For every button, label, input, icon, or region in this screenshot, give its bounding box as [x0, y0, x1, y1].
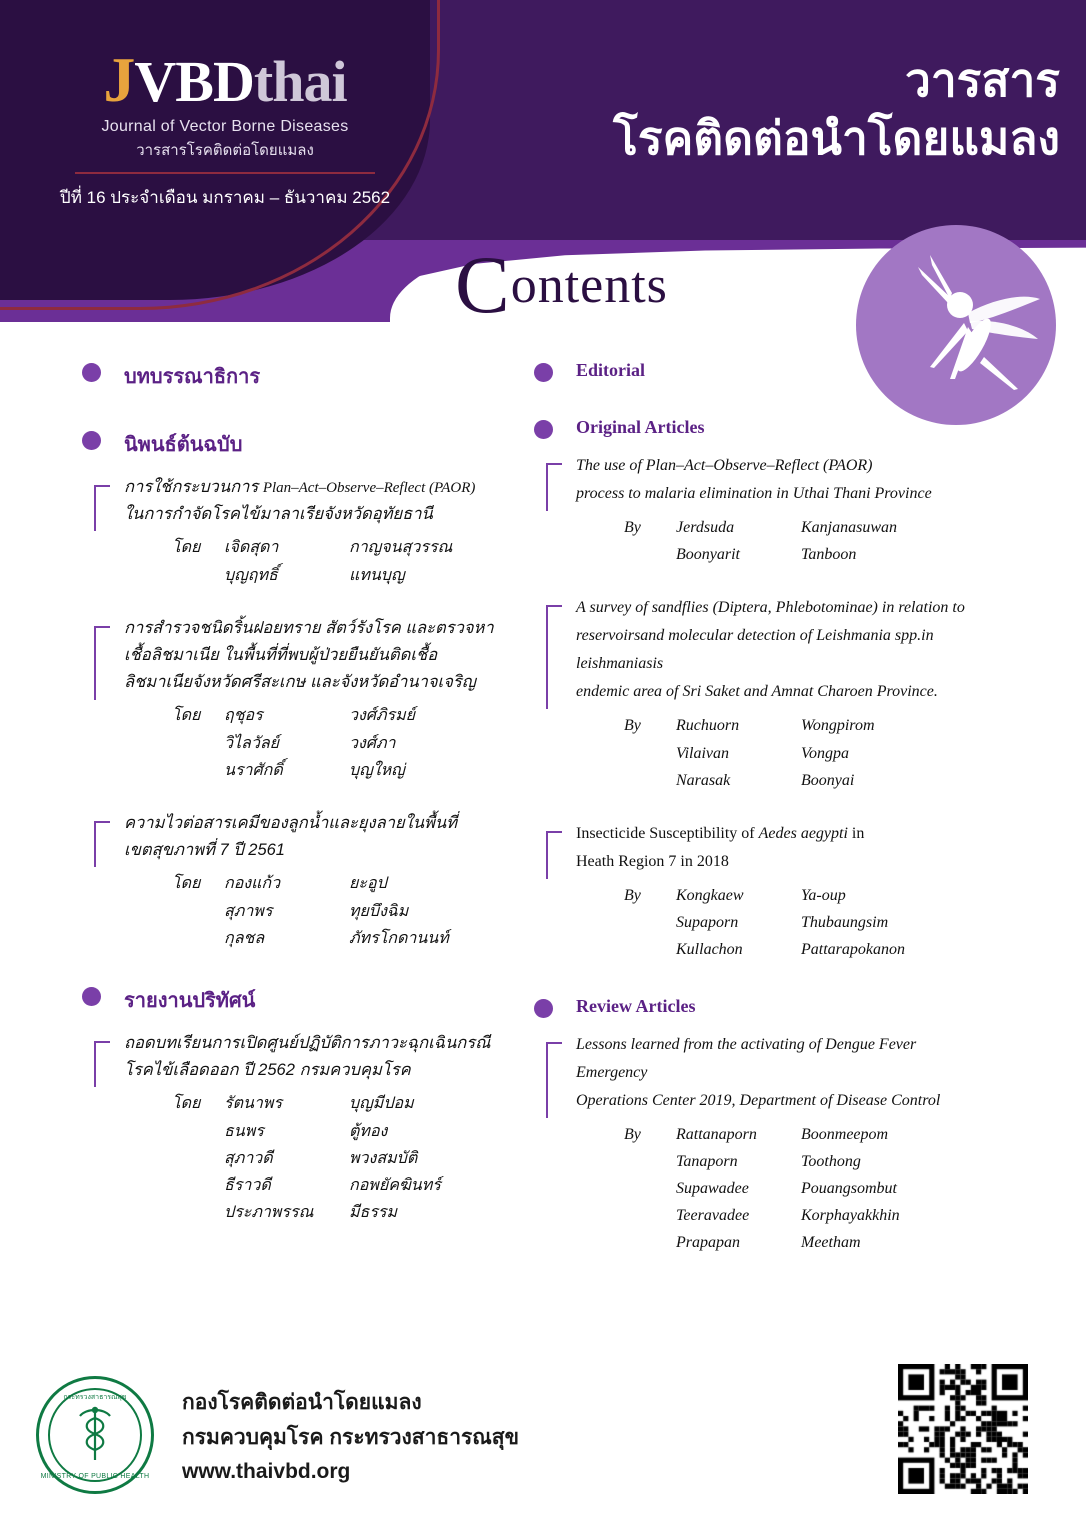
author-first-name: Supawadee — [676, 1179, 749, 1197]
bullet-icon — [534, 363, 553, 382]
author-by-label: โดย — [172, 707, 201, 725]
author-row — [172, 870, 532, 897]
entry-authors — [576, 712, 984, 794]
page-header — [0, 0, 1086, 330]
entry-title-line: ลิชมาเนียจังหวัดศรีสะเกษ และจังหวัดอำนาจเจริญ — [124, 673, 476, 692]
entry-bracket — [94, 626, 96, 700]
author-first-name: Prapapan — [676, 1234, 740, 1252]
author-last-name: วงศ์ภิรมย์ — [349, 707, 416, 725]
entry-title — [124, 810, 532, 864]
ministry-seal-icon — [36, 1376, 154, 1494]
logo-word-thai: thai — [253, 49, 347, 114]
author-by-label — [172, 757, 224, 784]
author-first-name: ธนพร — [224, 1122, 264, 1140]
author-first-name: ฤชุอร — [224, 707, 263, 725]
author-row — [172, 757, 532, 784]
author-first-name: สุภาพร — [224, 902, 273, 920]
author-by-label — [172, 1199, 224, 1226]
author-by-label — [624, 1148, 676, 1175]
entry-marker — [546, 605, 562, 607]
entry-title — [124, 615, 532, 697]
org-website[interactable]: www.thaivbd.org — [182, 1460, 351, 1484]
logo-divider — [75, 172, 375, 174]
author-first-name: Tanaporn — [676, 1152, 738, 1170]
contents-section — [82, 360, 532, 392]
author-last-name: Pouangsombut — [801, 1179, 897, 1197]
section-heading — [82, 360, 532, 392]
entry-marker — [94, 485, 110, 487]
author-last-name: Meetham — [801, 1234, 861, 1252]
entry-title-line: The use of Plan–Act–Observe–Reflect (PAOR) — [576, 457, 873, 474]
bullet-icon — [82, 987, 101, 1006]
section-heading — [534, 996, 984, 1017]
author-row — [624, 1229, 984, 1256]
author-last-name: Tanboon — [801, 546, 857, 564]
author-by-label — [172, 1172, 224, 1199]
entry-authors — [576, 1121, 984, 1257]
issue-line: ปีที่ 16 ประจำเดือน มกราคม – ธันวาคม 2562 — [59, 188, 391, 207]
contents-entry[interactable] — [82, 615, 532, 784]
entry-marker — [94, 626, 110, 628]
author-last-name: แทนบุญ — [349, 566, 405, 584]
author-last-name: วงศ์ภา — [349, 734, 396, 752]
contents-entry[interactable] — [82, 810, 532, 952]
author-by-label: By — [624, 519, 641, 536]
contents-section — [534, 996, 984, 1257]
entry-title — [576, 820, 984, 876]
entry-authors — [124, 534, 532, 588]
bullet-icon — [534, 420, 553, 439]
author-last-name: ตู้ทอง — [349, 1122, 388, 1140]
section-heading-label: บทบรรณาธิการ — [124, 366, 261, 388]
entry-title-line: reservoirsand molecular detection of Leishmania spp.in leishmaniasis — [576, 627, 934, 673]
author-last-name: พวงสมบัติ — [349, 1149, 418, 1167]
author-first-name: Vilaivan — [676, 744, 730, 762]
caduceus-icon — [68, 1404, 122, 1466]
author-row — [624, 1121, 984, 1148]
author-last-name: กอพยัคฆินทร์ — [349, 1177, 441, 1195]
entry-authors — [124, 1090, 532, 1226]
author-row — [624, 541, 984, 568]
author-row — [172, 1145, 532, 1172]
author-last-name: บุญมีปอม — [349, 1095, 414, 1113]
contents-entry[interactable] — [534, 820, 984, 964]
author-row — [172, 730, 532, 757]
entry-marker — [94, 1041, 110, 1043]
page-footer — [0, 1346, 1086, 1536]
author-row — [172, 1172, 532, 1199]
author-first-name: Jerdsuda — [676, 519, 735, 536]
logo-subtitle-en: Journal of Vector Borne Diseases — [101, 118, 349, 135]
author-by-label — [624, 740, 676, 767]
contents-capital: C — [455, 239, 511, 330]
author-last-name: Boonmeepom — [801, 1125, 889, 1143]
author-by-label — [624, 1202, 676, 1229]
author-by-label — [624, 909, 676, 936]
entry-authors — [576, 514, 984, 568]
entry-title — [124, 474, 532, 528]
author-by-label — [624, 1229, 676, 1256]
author-by-label — [172, 898, 224, 925]
entry-title-line: Heath Region 7 in 2018 — [576, 852, 729, 870]
entry-title-line: โรคไข้เลือดออก ปี 2562 กรมควบคุมโรค — [124, 1061, 411, 1080]
author-first-name: กุลชล — [224, 929, 265, 947]
section-heading-label: Original Articles — [576, 417, 705, 437]
author-by-label — [172, 562, 224, 589]
author-row — [624, 712, 984, 739]
section-heading — [534, 417, 984, 438]
author-first-name: Teeravadee — [676, 1207, 750, 1225]
author-first-name: Kongkaew — [676, 886, 744, 904]
author-last-name: บุญใหญ่ — [349, 761, 405, 779]
author-row — [172, 562, 532, 589]
author-row — [624, 514, 984, 541]
entry-authors — [124, 870, 532, 952]
entry-bracket — [546, 1042, 548, 1118]
entry-title-line: เชื้อลิชมาเนีย ในพื้นที่ที่พบผู้ป่วยยืนยันติดเชื้อ — [124, 646, 438, 665]
author-row — [624, 767, 984, 794]
author-last-name: Kanjanasuwan — [801, 519, 898, 536]
author-first-name: วิไลวัลย์ — [224, 734, 279, 752]
logo-letter-j: J — [103, 44, 135, 115]
author-by-label — [624, 1175, 676, 1202]
author-row — [624, 740, 984, 767]
author-row — [624, 1175, 984, 1202]
entry-title-line: การใช้กระบวนการ Plan–Act–Observe–Reflect (PAOR) — [124, 478, 476, 496]
contents-section — [534, 417, 984, 964]
author-by-label — [172, 925, 224, 952]
section-heading-label: นิพนธ์ต้นฉบับ — [124, 434, 243, 456]
author-by-label: โดย — [172, 1095, 201, 1113]
entry-title-line: Operations Center 2019, Department of Disease Control — [576, 1091, 941, 1109]
author-row — [624, 882, 984, 909]
entry-title-line: การสำรวจชนิดริ้นฝอยทราย สัตว์รังโรค และตรวจหา — [124, 618, 494, 637]
contents-rest: ontents — [510, 257, 668, 314]
author-last-name: Toothong — [801, 1152, 861, 1170]
author-by-label: โดย — [172, 539, 201, 557]
section-heading-label: Review Articles — [576, 995, 696, 1016]
entry-marker — [546, 463, 562, 465]
section-heading-label: Editorial — [576, 360, 646, 380]
entry-title-line: Lessons learned from the activating of Dengue Fever Emergency — [576, 1035, 917, 1081]
entry-authors — [124, 702, 532, 784]
author-row — [172, 925, 532, 952]
journal-title-thai-line2: โรคติดต่อนำโดยแมลง — [613, 111, 1060, 164]
journal-title-thai — [613, 52, 1060, 167]
author-last-name: Vongpa — [801, 744, 849, 762]
author-first-name: สุภาวดี — [224, 1149, 273, 1167]
seal-text-top: กระทรวงสาธารณสุข — [63, 1394, 127, 1401]
author-by-label — [624, 767, 676, 794]
contents-section — [534, 360, 984, 381]
author-first-name: Rattanaporn — [676, 1125, 757, 1143]
author-last-name: ภัทรโกดานนท์ — [349, 929, 449, 947]
author-by-label — [624, 936, 676, 963]
entry-title-line: ถอดบทเรียนการเปิดศูนย์ปฏิบัติการภาวะฉุกเฉินกรณี — [124, 1034, 491, 1053]
author-first-name: Kullachon — [676, 941, 743, 959]
author-last-name: Ya-oup — [801, 886, 846, 904]
entry-bracket — [94, 485, 96, 531]
author-row — [624, 909, 984, 936]
entry-title-line: ในการกำจัดโรคไข้มาลาเรียจังหวัดอุทัยธานี — [124, 505, 433, 524]
logo-subtitle-th: วารสารโรคติดต่อโดยแมลง — [136, 142, 314, 159]
bullet-icon — [534, 999, 553, 1018]
logo-title — [40, 44, 410, 115]
org-line-2: กรมควบคุมโรค กระทรวงสาธารณสุข — [182, 1425, 519, 1449]
author-last-name: Pattarapokanon — [801, 941, 905, 959]
entry-title — [576, 1031, 984, 1115]
section-heading-label: รายงานปริทัศน์ — [124, 990, 256, 1013]
author-first-name: Narasak — [676, 771, 731, 789]
author-last-name: Korphayakkhin — [801, 1207, 900, 1225]
author-last-name: ทุยบึงฉิม — [349, 902, 409, 920]
organization-block — [182, 1386, 519, 1490]
entry-title-line: เขตสุขภาพที่ 7 ปี 2561 — [124, 841, 285, 860]
bullet-icon — [82, 363, 101, 382]
author-by-label — [172, 1118, 224, 1145]
contents-entry[interactable] — [82, 1030, 532, 1226]
entry-title — [576, 594, 984, 706]
author-last-name: ยะอูป — [349, 875, 387, 893]
entry-bracket — [94, 1041, 96, 1087]
bullet-icon — [82, 431, 101, 450]
author-row — [172, 1090, 532, 1117]
author-last-name: มีธรรม — [349, 1204, 398, 1222]
entry-bracket — [94, 821, 96, 867]
entry-bracket — [546, 605, 548, 709]
author-first-name: ประภาพรรณ — [224, 1204, 314, 1222]
author-by-label: By — [624, 717, 641, 735]
journal-logo — [40, 44, 410, 211]
entry-marker — [94, 821, 110, 823]
author-by-label — [624, 541, 676, 568]
contents-column-english — [534, 360, 984, 1282]
entry-title-line: ความไวต่อสารเคมีของลูกน้ำและยุงลายในพื้นที่ — [124, 814, 458, 833]
author-by-label — [172, 730, 224, 757]
entry-bracket — [546, 831, 548, 879]
author-last-name: กาญจนสุวรรณ — [349, 539, 453, 557]
author-first-name: ธีราวดี — [224, 1177, 271, 1195]
entry-title — [576, 452, 984, 508]
section-heading — [534, 360, 984, 381]
author-row — [172, 534, 532, 561]
seal-text-bottom: MINISTRY OF PUBLIC HEALTH — [40, 1473, 150, 1480]
author-first-name: เจิดสุดา — [224, 539, 279, 557]
contents-entry[interactable] — [534, 1031, 984, 1257]
entry-title — [124, 1030, 532, 1084]
entry-title-line: endemic area of Sri Saket and Amnat Charoen Province. — [576, 683, 938, 701]
author-row — [624, 1202, 984, 1229]
section-heading — [82, 984, 532, 1016]
author-row — [172, 898, 532, 925]
contents-section — [82, 984, 532, 1226]
entry-marker — [546, 831, 562, 833]
entry-title-line: process to malaria elimination in Uthai Thani Province — [576, 485, 932, 502]
contents-entry[interactable] — [534, 594, 984, 794]
contents-column-thai — [82, 360, 532, 1252]
author-last-name: Boonyai — [801, 771, 855, 789]
section-heading — [82, 428, 532, 460]
logo-letters-vbd: VBD — [134, 49, 254, 114]
author-by-label — [172, 1145, 224, 1172]
author-last-name: Thubaungsim — [801, 914, 889, 932]
author-first-name: Boonyarit — [676, 546, 740, 564]
author-first-name: กองแก้ว — [224, 875, 281, 893]
author-last-name: Wongpirom — [801, 717, 875, 735]
author-first-name: นราศักดิ์ — [224, 761, 283, 779]
entry-title-line: A survey of sandflies (Diptera, Phlebotominae) in relation to — [576, 599, 965, 617]
author-first-name: บุญฤทธิ์ — [224, 566, 278, 584]
contents-entry[interactable] — [82, 474, 532, 589]
author-first-name: รัตนาพร — [224, 1095, 283, 1113]
entry-title-line: Insecticide Susceptibility of Aedes aegypti in — [576, 824, 865, 842]
contents-heading — [455, 239, 668, 330]
author-row — [624, 936, 984, 963]
entry-marker — [546, 1042, 562, 1044]
author-by-label: By — [624, 886, 641, 904]
contents-entry[interactable] — [534, 452, 984, 568]
org-line-1: กองโรคติดต่อนำโดยแมลง — [182, 1391, 422, 1414]
qr-code[interactable] — [898, 1364, 1028, 1494]
entry-bracket — [546, 463, 548, 511]
author-first-name: Supaporn — [676, 914, 739, 932]
author-row — [172, 1118, 532, 1145]
contents-section — [82, 428, 532, 952]
author-by-label: โดย — [172, 875, 201, 893]
author-row — [172, 1199, 532, 1226]
author-by-label: By — [624, 1125, 641, 1143]
entry-authors — [576, 882, 984, 964]
author-row — [624, 1148, 984, 1175]
journal-title-thai-line1: วารสาร — [905, 54, 1060, 106]
author-row — [172, 702, 532, 729]
author-first-name: Ruchuorn — [676, 717, 740, 735]
